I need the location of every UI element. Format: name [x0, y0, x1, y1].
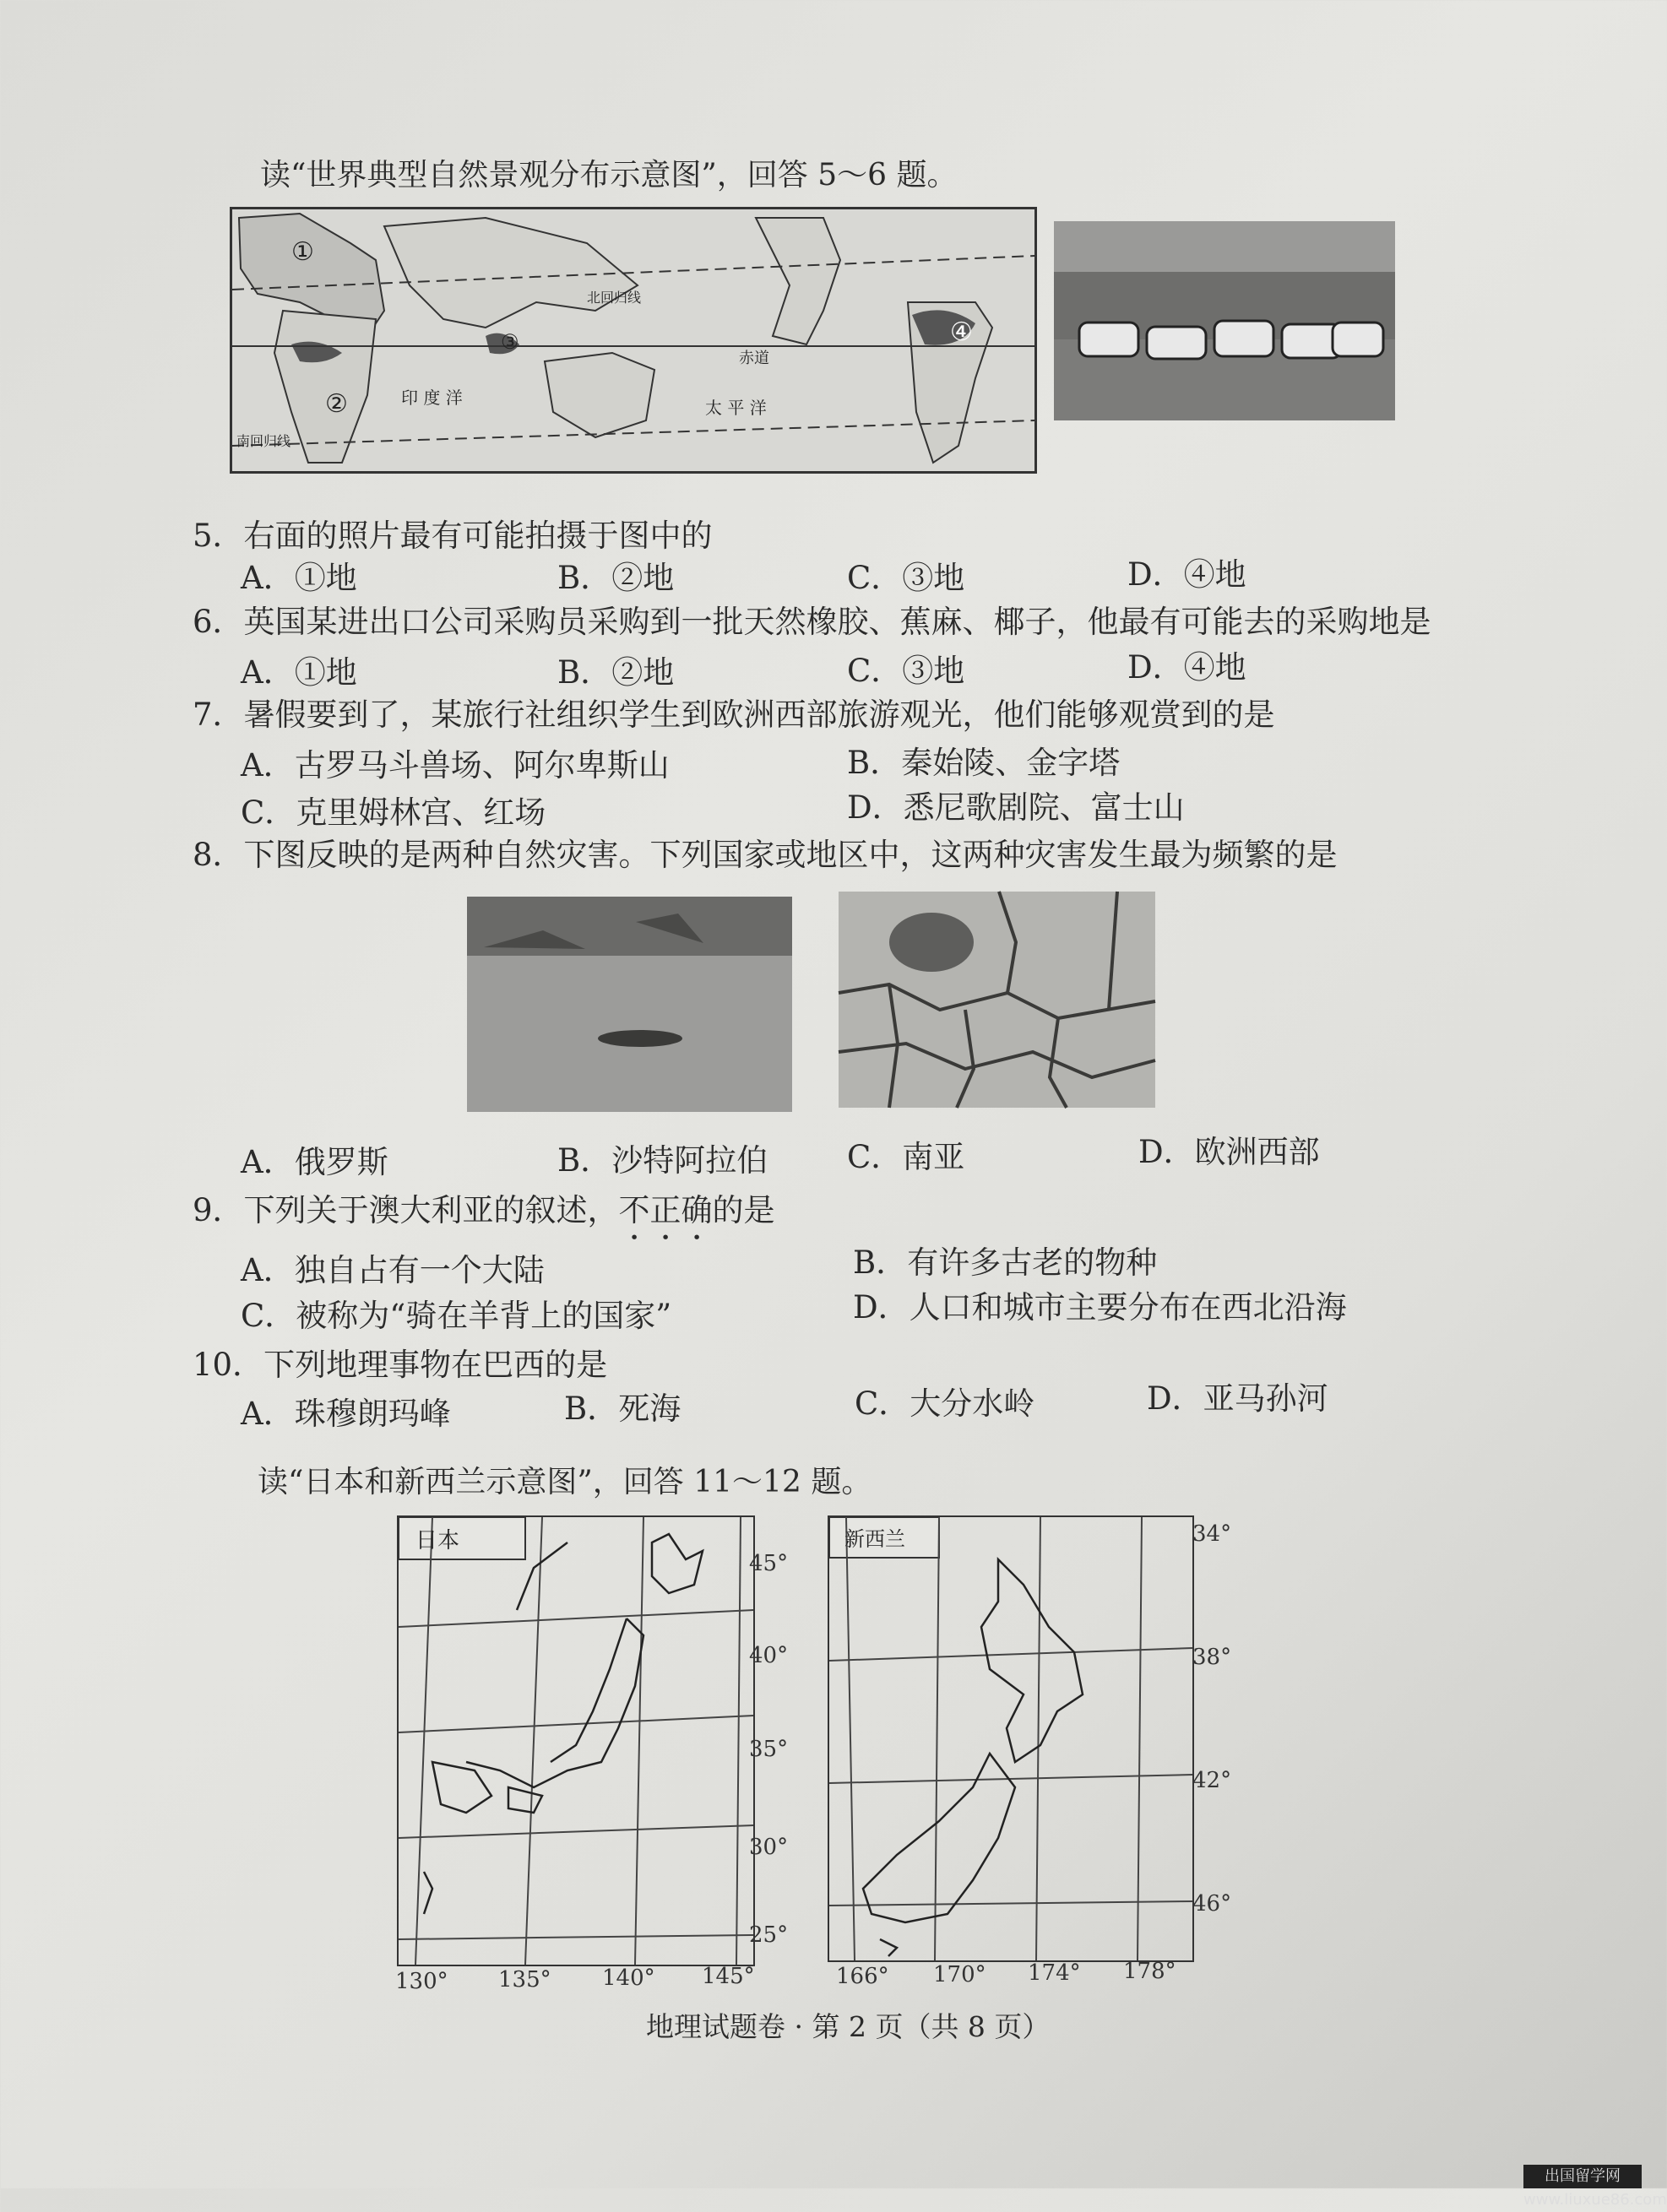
q5-stem: 5．右面的照片最有可能拍摄于图中的: [193, 518, 713, 554]
new-zealand-map: [828, 1515, 1194, 1962]
nz-lon-170: 170°: [933, 1962, 986, 1987]
q7-option-a: A．古罗马斗兽场、阿尔卑斯山: [241, 747, 670, 783]
world-landscape-map: [230, 207, 1037, 474]
q5-option-c: C．③地: [847, 560, 965, 596]
label-pacific-ocean: 太 平 洋: [705, 398, 767, 418]
q9-option-d: D．人口和城市主要分布在西北沿海: [853, 1289, 1347, 1326]
page-footer: 地理试题卷 · 第 2 页（共 8 页）: [646, 2010, 1051, 2043]
q6-option-b: B．②地: [557, 654, 675, 691]
flood-photo: [467, 897, 792, 1112]
japan-map: [397, 1515, 755, 1966]
q10-option-c: C．大分水岭: [855, 1385, 1035, 1422]
marker-1: ①: [291, 237, 314, 267]
q9-stem-emphasis: 不正确: [618, 1192, 713, 1228]
intro-world-map: 读“世界典型自然景观分布示意图”，回答 5～6 题。: [260, 158, 958, 192]
australia-shape: [545, 353, 654, 437]
japan-lat-30: 30°: [749, 1835, 789, 1860]
marker-4: ④: [950, 317, 973, 347]
q8-option-b: B．沙特阿拉伯: [557, 1142, 768, 1179]
japan-lat-35: 35°: [749, 1737, 789, 1762]
q5-option-d: D．④地: [1127, 556, 1246, 593]
q6-option-c: C．③地: [847, 653, 965, 689]
label-north-tropic: 北回归线: [587, 290, 642, 306]
q5-option-b: B．②地: [557, 560, 675, 596]
zebra-savanna-photo: [1054, 221, 1395, 420]
asia-shape: [384, 218, 638, 328]
q7-option-c: C．克里姆林宫、红场: [241, 794, 546, 831]
watermark: 出国留学网 www.liuxue86.com: [1523, 2165, 1642, 2188]
q9-stem-pre: 9．下列关于澳大利亚的叙述，: [193, 1192, 619, 1228]
q8-stem: 8．下图反映的是两种自然灾害。下列国家或地区中，这两种灾害发生最为频繁的是: [193, 837, 1338, 873]
q8-option-d: D．欧洲西部: [1138, 1134, 1320, 1170]
q9-stem: [193, 1192, 775, 1247]
north-america-shape: [756, 218, 840, 344]
label-indian-ocean: 印 度 洋: [401, 388, 463, 408]
nz-lon-166: 166°: [836, 1964, 889, 1989]
q9-option-a: A．独自占有一个大陆: [241, 1252, 545, 1288]
q10-option-b: B．死海: [564, 1391, 681, 1427]
label-equator: 赤道: [739, 350, 769, 367]
marker-3: ③: [501, 330, 519, 354]
q6-stem: 6．英国某进出口公司采购员采购到一批天然橡胶、蕉麻、椰子，他最有可能去的采购地是: [193, 604, 1431, 640]
japan-lon-135: 135°: [498, 1967, 551, 1992]
japan-lon-140: 140°: [602, 1965, 655, 1991]
nz-lat-46: 46°: [1192, 1891, 1232, 1917]
nz-lat-42: 42°: [1192, 1768, 1232, 1793]
nz-lat-38: 38°: [1192, 1645, 1232, 1670]
q6-option-d: D．④地: [1127, 649, 1246, 686]
nz-map-title: 新西兰: [844, 1527, 905, 1551]
intro-japan-nz: 读“日本和新西兰示意图”，回答 11～12 题。: [258, 1465, 872, 1499]
japan-lat-25: 25°: [749, 1922, 789, 1948]
japan-map-title: 日本: [415, 1528, 460, 1553]
q10-option-d: D．亚马孙河: [1147, 1380, 1328, 1417]
japan-lat-40: 40°: [749, 1643, 789, 1668]
nz-lon-174: 174°: [1028, 1960, 1081, 1986]
drought-photo: [839, 892, 1155, 1108]
q9-stem-post: 的是: [712, 1192, 775, 1228]
q10-stem: 10．下列地理事物在巴西的是: [193, 1347, 608, 1383]
japan-lat-45: 45°: [749, 1551, 789, 1576]
q6-option-a: A．①地: [241, 654, 357, 691]
marker-2: ②: [325, 389, 348, 419]
japan-lon-145: 145°: [702, 1964, 755, 1989]
nz-lat-34: 34°: [1192, 1521, 1232, 1547]
japan-lon-130: 130°: [395, 1969, 448, 1994]
q9-option-c: C．被称为“骑在羊背上的国家”: [241, 1298, 672, 1334]
q10-option-a: A．珠穆朗玛峰: [241, 1396, 451, 1432]
q8-option-a: A．俄罗斯: [241, 1144, 388, 1180]
q5-option-a: A．①地: [241, 560, 357, 596]
nz-lon-178: 178°: [1123, 1959, 1176, 1984]
label-south-tropic: 南回归线: [236, 433, 291, 449]
q7-option-d: D．悉尼歌剧院、富士山: [847, 789, 1185, 826]
q7-stem: 7．暑假要到了，某旅行社组织学生到欧洲西部旅游观光，他们能够观赏到的是: [193, 697, 1275, 733]
q9-option-b: B．有许多古老的物种: [853, 1244, 1158, 1281]
q8-option-c: C．南亚: [847, 1139, 965, 1175]
q7-option-b: B．秦始陵、金字塔: [847, 745, 1121, 781]
